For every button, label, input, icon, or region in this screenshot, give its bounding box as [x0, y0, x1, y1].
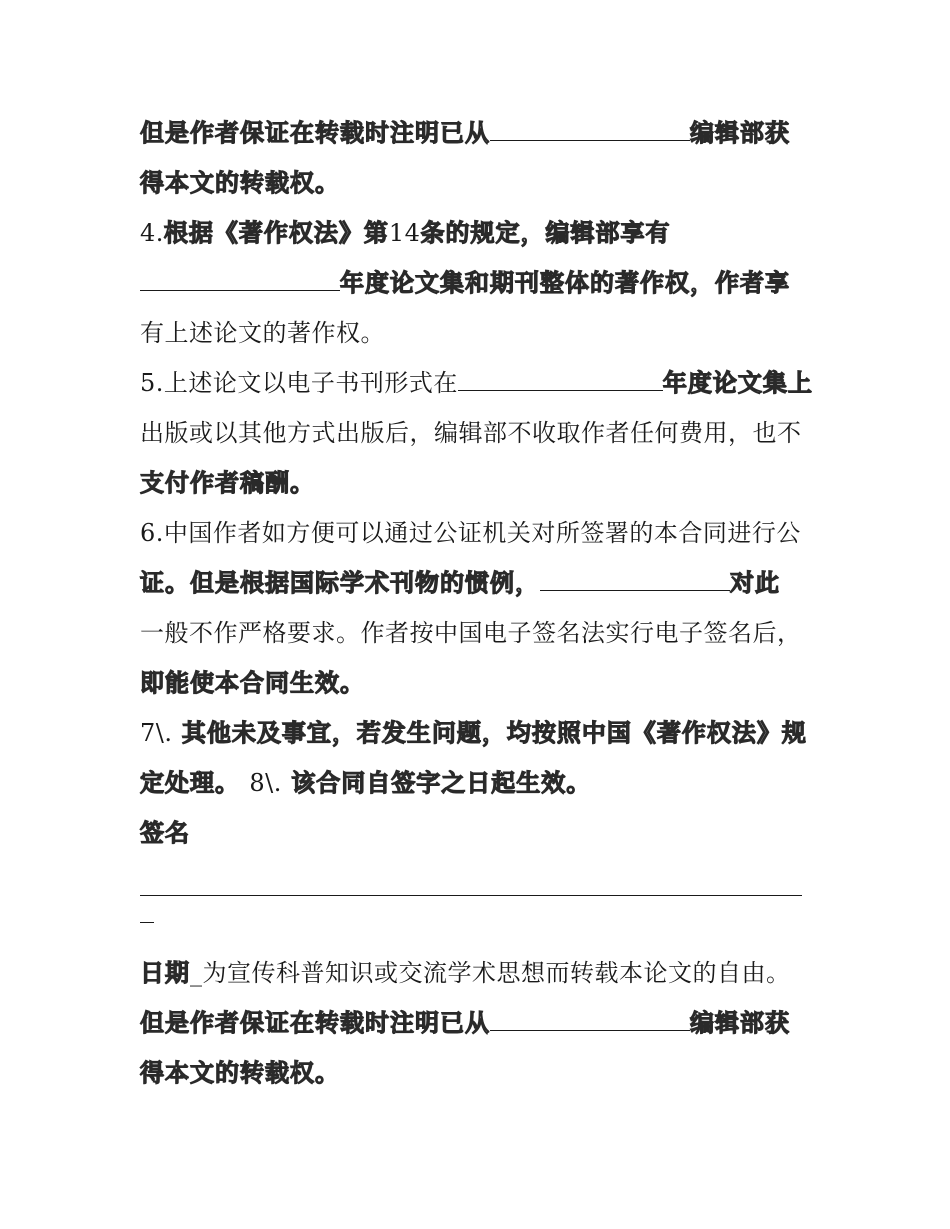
text-segment: 根据《著作权法》第 — [163, 219, 389, 247]
text-line — [140, 158, 812, 208]
signature-label — [140, 808, 812, 858]
text-segment: 但是作者保证在转载时注明已从 — [140, 119, 490, 147]
fill-in-blank — [140, 260, 340, 291]
text-segment: 即能使本合同生效。 — [140, 669, 365, 697]
text-line — [140, 558, 812, 608]
short-rule — [140, 922, 154, 923]
text-segment: 定处理。 — [140, 769, 240, 797]
fill-in-blank — [490, 110, 690, 141]
signature-line — [140, 858, 812, 908]
text-line — [140, 608, 812, 658]
text-segment: 6.中国作者如方便可以通过公证机关对所签署的本合同进行公 — [140, 519, 801, 547]
text-segment: 得本文的转载权。 — [140, 169, 340, 197]
text-segment: 5.上述论文以电子书刊形式在 — [140, 369, 458, 397]
text-segment: 该合同自签字之日起生效。 — [291, 769, 592, 797]
text-segment: 签名 — [140, 819, 190, 847]
text-line — [140, 758, 812, 808]
document-page — [140, 108, 812, 1098]
signature-line-continuation — [140, 908, 812, 948]
text-segment: 年度论文集和期刊整体的著作权，作者享 — [340, 269, 790, 297]
text-segment: _为宣传科普知识或交流学术思想而转载本论文的自由。 — [190, 959, 791, 987]
text-line — [140, 458, 812, 508]
text-segment: 对此 — [730, 569, 780, 597]
text-segment: 条的规定，编辑部享有 — [420, 219, 671, 247]
text-segment: 一般不作严格要求。作者按中国电子签名法实行电子签名后， — [140, 619, 802, 647]
text-line — [140, 508, 812, 558]
text-segment: 出版或以其他方式出版后，编辑部不收取作者任何费用，也不 — [140, 419, 802, 447]
text-segment: 支付作者稿酬。 — [140, 469, 315, 497]
text-segment: 但是作者保证在转载时注明已从 — [140, 1009, 490, 1037]
date-label: 日期 — [140, 959, 190, 987]
text-line — [140, 208, 812, 258]
clause-number: 4. — [140, 219, 164, 247]
text-line — [140, 408, 812, 458]
fill-in-blank — [490, 1000, 690, 1031]
signature-rule — [140, 895, 802, 896]
text-line — [140, 998, 812, 1048]
text-line — [140, 948, 812, 998]
text-segment: 年度论文集上 — [662, 369, 813, 397]
text-line — [140, 308, 812, 358]
text-segment: 编辑部获 — [690, 119, 790, 147]
text-segment: 有上述论文的著作权。 — [140, 319, 385, 347]
text-segment: 证。但是根据国际学术刊物的惯例， — [140, 569, 540, 597]
fill-in-blank — [540, 560, 730, 591]
clause-number: 7\. — [140, 719, 173, 747]
text-line — [140, 708, 812, 758]
clause-number: 8\. — [249, 769, 282, 797]
text-segment: 编辑部获 — [690, 1009, 790, 1037]
fill-in-blank — [458, 360, 663, 391]
text-line — [140, 658, 812, 708]
text-line — [140, 108, 812, 158]
text-segment: 得本文的转载权。 — [140, 1059, 340, 1087]
text-segment: 14 — [388, 219, 421, 247]
text-line — [140, 1048, 812, 1098]
text-segment: 其他未及事宜，若发生问题，均按照中国《著作权法》规 — [181, 719, 807, 747]
text-line — [140, 258, 812, 308]
text-line — [140, 358, 812, 408]
